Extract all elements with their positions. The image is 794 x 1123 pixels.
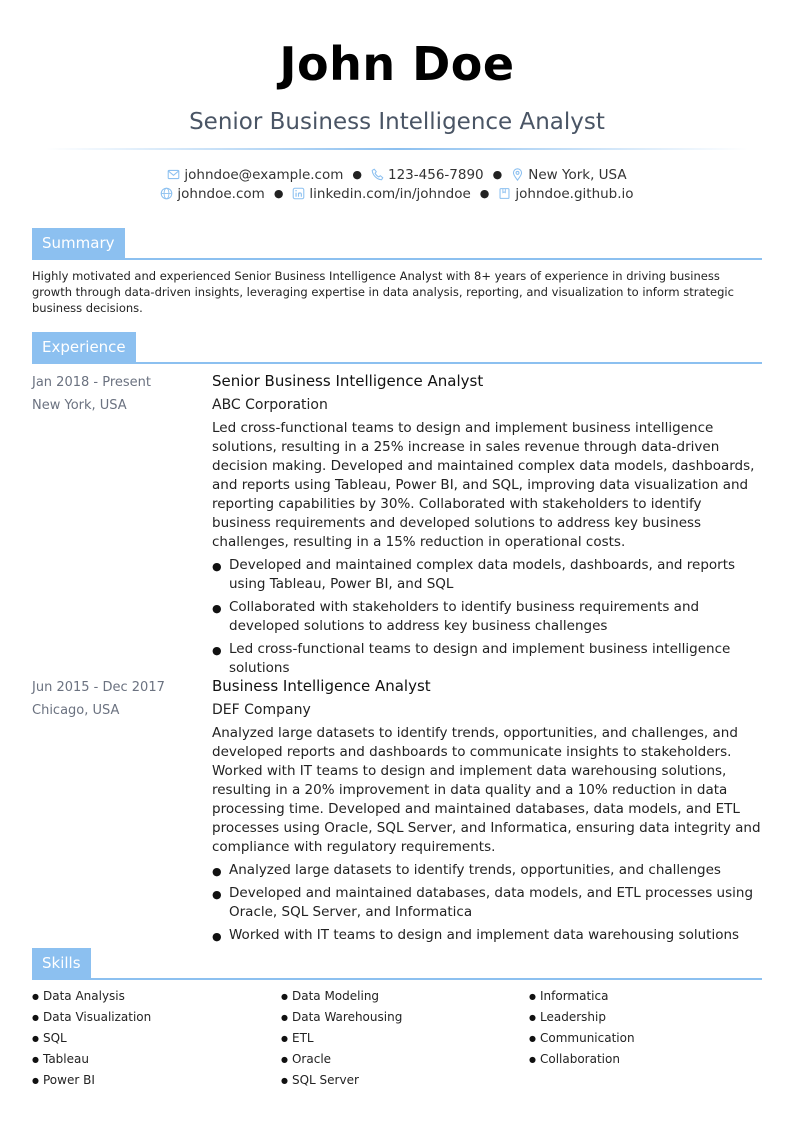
globe-icon xyxy=(160,187,173,200)
experience-body xyxy=(212,371,764,682)
skills-heading-rule xyxy=(32,978,762,980)
experience-role: Business Intelligence Analyst xyxy=(212,677,431,695)
contact-phone[interactable] xyxy=(371,166,484,184)
skills-heading-label: Skills xyxy=(32,948,91,978)
separator-dot: ● xyxy=(273,187,284,200)
candidate-name: John Doe xyxy=(279,37,515,91)
experience-meta xyxy=(32,676,202,722)
skill-item: ● Data Analysis xyxy=(32,986,272,1007)
skills-column xyxy=(281,986,521,1091)
experience-heading-rule xyxy=(32,362,762,364)
contact-row-primary xyxy=(0,166,794,184)
skills-column xyxy=(32,986,272,1091)
contact-location xyxy=(511,166,626,184)
skill-item: ● Data Warehousing xyxy=(281,1007,521,1028)
separator-dot: ● xyxy=(479,187,490,200)
experience-bullets xyxy=(212,556,764,678)
summary-text: Highly motivated and experienced Senior Business Intelligence Analyst with 8+ years of experience in driving business growth through data-driven insights, leveraging expertise in data analysis, reporting, and visualization to inform strategic business decisions. xyxy=(32,269,734,315)
experience-bullet: ● Analyzed large datasets to identify trends, opportunities, and challenges xyxy=(212,861,764,880)
contact-row-links xyxy=(0,185,794,203)
skill-item: ● Data Modeling xyxy=(281,986,521,1007)
summary-heading-label: Summary xyxy=(32,228,125,258)
experience-bullet: ● Developed and maintained databases, data models, and ETL processes using Oracle, SQL Server, and Informatica xyxy=(212,884,764,922)
skill-item: ● Leadership xyxy=(529,1007,769,1028)
separator-dot: ● xyxy=(352,168,362,181)
experience-description: Analyzed large datasets to identify trends, opportunities, and challenges, and developed reports and dashboards to communicate insights to stakeholders. Worked with IT teams to design and implement data warehousing solutions, resulting in a 20% improvement in data quality and a 10% reduction in data processing time. Developed and maintained databases, data models, and ETL processes using Oracle, SQL Server, and Informatica, ensuring data integrity and compliance with regulatory requirements. xyxy=(212,725,761,855)
bookmark-icon xyxy=(498,187,511,200)
experience-bullet: ● Led cross-functional teams to design and implement business intelligence solutions xyxy=(212,640,764,678)
experience-bullet: ● Worked with IT teams to design and implement data warehousing solutions xyxy=(212,926,764,945)
skill-item: ● Informatica xyxy=(529,986,769,1007)
experience-location: New York, USA xyxy=(32,398,127,413)
location-text: New York, USA xyxy=(528,167,627,183)
github-text: johndoe.github.io xyxy=(515,186,634,202)
experience-bullets xyxy=(212,861,764,945)
skill-item: ● SQL Server xyxy=(281,1070,521,1091)
experience-heading xyxy=(32,332,762,364)
summary-heading xyxy=(32,228,762,260)
skill-item: ● Data Visualization xyxy=(32,1007,272,1028)
experience-company: DEF Company xyxy=(212,702,311,718)
contact-github[interactable] xyxy=(498,185,633,203)
envelope-icon xyxy=(167,168,180,181)
experience-location: Chicago, USA xyxy=(32,703,120,718)
experience-bullet: ● Collaborated with stakeholders to identify business requirements and developed solutions to address key business challenges xyxy=(212,598,764,636)
website-text: johndoe.com xyxy=(177,186,265,202)
experience-body xyxy=(212,676,764,949)
experience-role: Senior Business Intelligence Analyst xyxy=(212,372,484,390)
experience-company: ABC Corporation xyxy=(212,397,328,413)
skill-item: ● ETL xyxy=(281,1028,521,1049)
separator-dot: ● xyxy=(492,168,503,181)
title-divider xyxy=(46,148,748,150)
linkedin-icon xyxy=(292,187,305,200)
email-text: johndoe@example.com xyxy=(184,167,344,183)
linkedin-text: linkedin.com/in/johndoe xyxy=(309,186,471,202)
skills-column xyxy=(529,986,769,1070)
phone-icon xyxy=(371,168,384,181)
skill-item: ● Tableau xyxy=(32,1049,272,1070)
skill-item: ● Power BI xyxy=(32,1070,272,1091)
contact-website[interactable] xyxy=(160,185,264,203)
candidate-title: Senior Business Intelligence Analyst xyxy=(189,109,605,135)
skills-heading xyxy=(32,948,762,980)
skill-item: ● Communication xyxy=(529,1028,769,1049)
experience-dates: Jun 2015 - Dec 2017 xyxy=(32,680,165,695)
skill-item: ● SQL xyxy=(32,1028,272,1049)
skill-item: ● Collaboration xyxy=(529,1049,769,1070)
experience-heading-label: Experience xyxy=(32,332,136,362)
skill-item: ● Oracle xyxy=(281,1049,521,1070)
experience-dates: Jan 2018 - Present xyxy=(32,375,151,390)
map-pin-icon xyxy=(511,168,524,181)
phone-text: 123-456-7890 xyxy=(388,167,484,183)
experience-meta xyxy=(32,371,202,417)
experience-description: Led cross-functional teams to design and implement business intelligence solutions, resulting in a 25% increase in sales revenue through data-driven decision making. Developed and maintained complex data models, dashboards, and reports using Tableau, Power BI, and SQL, improving data visualization and reporting capabilities by 30%. Collaborated with stakeholders to identify business requirements and developed solutions to address key business challenges, resulting in a 15% reduction in operational costs. xyxy=(212,420,755,550)
experience-bullet: ● Developed and maintained complex data models, dashboards, and reports using Tableau, Power BI, and SQL xyxy=(212,556,764,594)
contact-email[interactable] xyxy=(167,166,343,184)
contact-linkedin[interactable] xyxy=(292,185,470,203)
summary-heading-rule xyxy=(32,258,762,260)
